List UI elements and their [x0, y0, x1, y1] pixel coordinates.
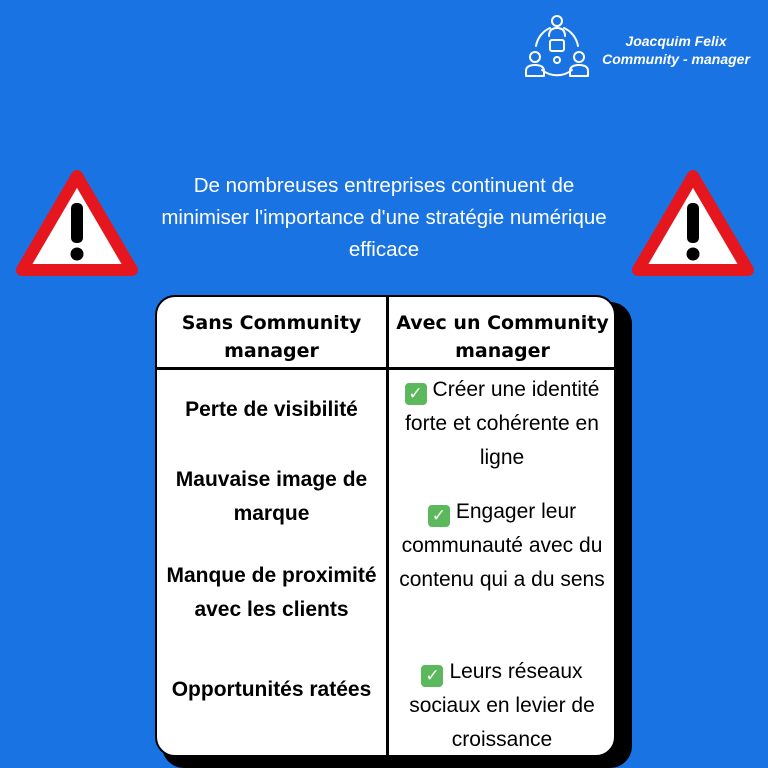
header-divider — [157, 367, 614, 370]
left-item: Manque de proximité avec les clients — [166, 564, 377, 621]
right-item-text: Leurs réseaux sociaux en levier de croissance — [409, 660, 595, 751]
header-without-cm: Sans Community manager — [181, 312, 362, 362]
warning-triangle-icon — [632, 168, 754, 276]
right-item-text: Créer une identité forte et cohérente en ligne — [405, 378, 600, 469]
left-item: Perte de visibilité — [185, 398, 358, 421]
check-mark-icon: ✓ — [428, 505, 450, 527]
right-item-text: Engager leur communauté avec du contenu qui a du sens — [399, 500, 605, 591]
left-item: Mauvaise image de marque — [175, 468, 368, 525]
warning-triangle-icon — [16, 168, 138, 276]
right-item — [388, 655, 616, 757]
brand-header — [522, 12, 762, 80]
brand-name — [596, 32, 756, 68]
right-item — [388, 373, 616, 475]
headline-text: De nombreuses entreprises continuent de minimiser l'importance d'une stratégie numérique efficace — [161, 174, 607, 261]
brand-name-line2: Community - manager — [602, 51, 750, 67]
header-with-cm: Avec un Community manager — [396, 312, 609, 362]
brand-name-line1: Joacquim Felix — [625, 33, 727, 49]
comparison-table — [155, 295, 616, 757]
left-item: Opportunités ratées — [171, 678, 372, 701]
community-network-icon — [522, 12, 592, 80]
check-mark-icon: ✓ — [421, 665, 443, 687]
right-item — [388, 495, 616, 597]
check-mark-icon: ✓ — [405, 383, 427, 405]
